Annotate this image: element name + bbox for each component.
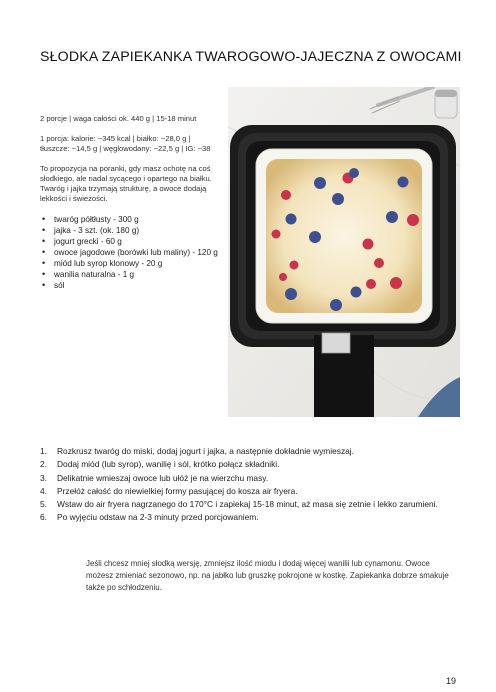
ingredient-item: • owoce jagodowe (borówki lub maliny) - 120 g (54, 247, 220, 258)
ingredient-item: • jajka - 3 szt. (ok. 180 g) (54, 225, 220, 236)
ingredient-item: • wanilia naturalna - 1 g (54, 269, 220, 280)
page-number: 19 (446, 676, 457, 686)
step-item (40, 445, 460, 458)
casserole-photo (228, 87, 460, 417)
step-number: 2. (40, 459, 47, 470)
step-number: 4. (40, 485, 47, 496)
portion-info: 2 porcje | waga całości ok. 440 g | 15-18 minut (40, 114, 197, 123)
nutrition-info: 1 porcja: kalorie: ~345 kcal | białko: ~28,0 g | tłuszcze: ~14,5 g | węglowodany: ~22,5 g | IG: ~38 (40, 134, 211, 153)
step-text: Dodaj miód (lub syrop), wanilię i sól, krótko połącz składniki. (57, 459, 280, 470)
tip-text: Jeśli chcesz mniej słodką wersję, zmniejsz ilość miodu i dodaj więcej wanilii lub cynamonu. Owoce możesz zmieniać sezonowo, np. na jabłko lub gruszkę pokrojone w kostkę. Zapiekanka dobrze smakuje także po schłodzeniu. (86, 559, 449, 592)
step-number: 6. (40, 512, 47, 523)
ingredient-item: • twaróg półtłusty - 300 g (54, 214, 220, 225)
ingredient-item: • jogurt grecki - 60 g (54, 236, 220, 247)
step-text: Po wyjęciu odstaw na 2-3 minuty przed porcjowaniem. (57, 512, 259, 523)
steps-list (40, 445, 460, 525)
step-text: Przełóż całość do niewielkiej formy pasującej do kosza air fryera. (57, 485, 298, 496)
ingredient-item: • sól (54, 280, 220, 291)
recipe-intro: To propozycja na poranki, gdy masz ochotę na coś słodkiego, ale nadal sycącego i opartego na białku. Twaróg i jajka trzymają strukturę, a owoce dodają lekkości i świeżości. (40, 164, 212, 203)
step-number: 3. (40, 472, 47, 483)
ingredient-item: • miód lub syrop klonowy - 20 g (54, 258, 220, 269)
recipe-details (40, 114, 220, 291)
step-number: 5. (40, 499, 47, 510)
step-number: 1. (40, 446, 47, 456)
step-item (40, 472, 460, 485)
recipe-title: SŁODKA ZAPIEKANKA TWAROGOWO-JAJECZNA Z OWOCAMI (40, 49, 462, 65)
salt-shaker-icon (435, 90, 457, 118)
ingredients-list (40, 214, 220, 291)
step-text: Rozkrusz twaróg do miski, dodaj jogurt i jajka, a następnie dokładnie wymieszaj. (57, 446, 354, 456)
step-text: Delikatnie wmieszaj owoce lub ułóż je na wierzchu masy. (57, 472, 269, 483)
casserole-illustration (228, 87, 460, 417)
step-item (40, 485, 460, 498)
step-text: Wstaw do air fryera nagrzanego do 170°C i zapiekaj 15-18 minut, aż masa się zetnie i lekko zarumieni. (57, 499, 438, 510)
step-item (40, 498, 460, 511)
step-item (40, 511, 460, 524)
step-item (40, 458, 460, 471)
